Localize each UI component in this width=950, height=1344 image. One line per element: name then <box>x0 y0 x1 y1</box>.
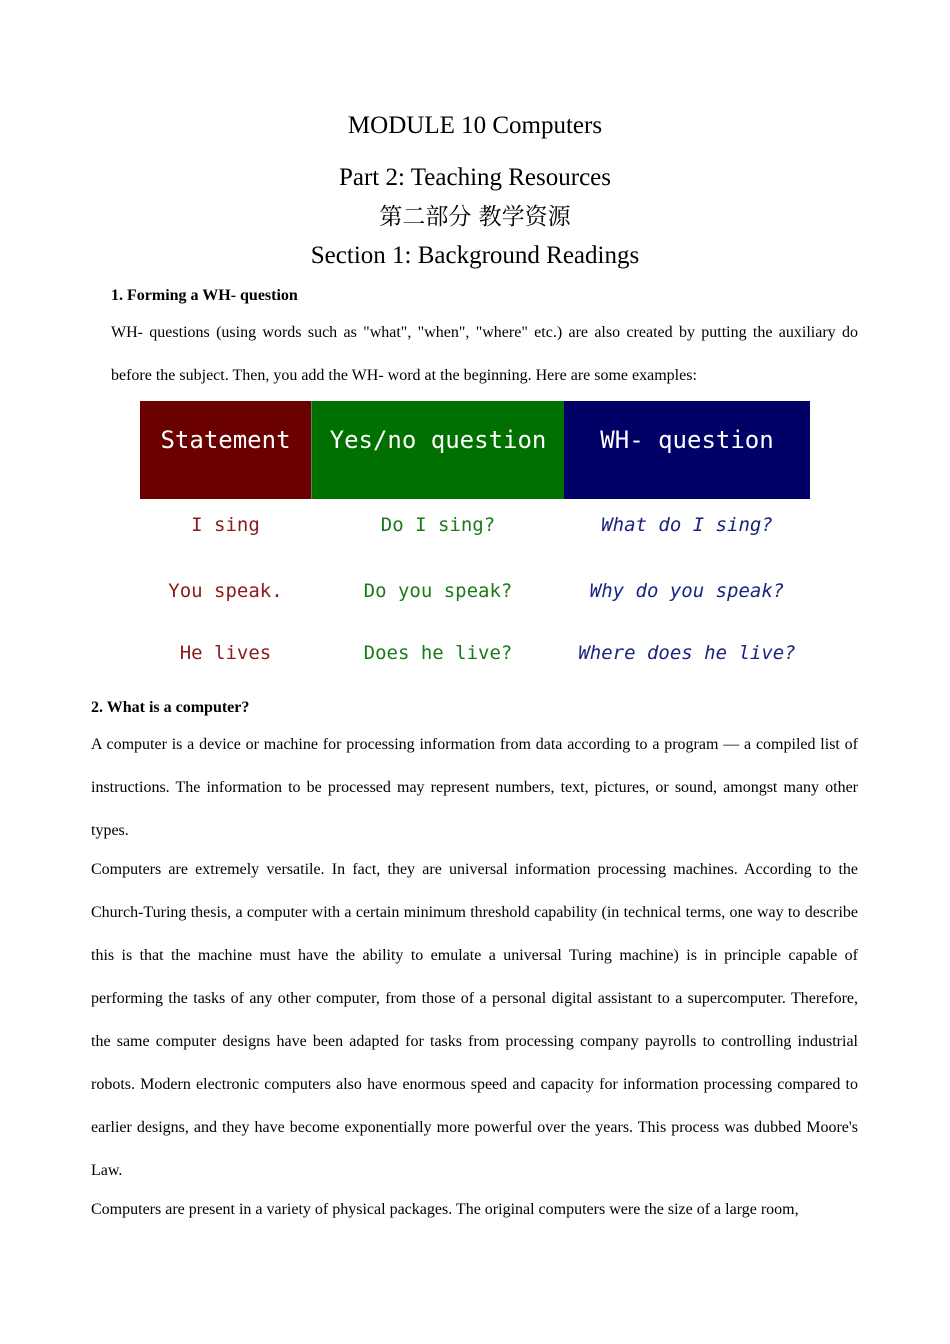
part-title: Part 2: Teaching Resources <box>338 164 612 191</box>
wh-question-table <box>140 401 810 664</box>
header-yes-no-question: Yes/no question <box>311 401 564 499</box>
cell-statement: You speak. <box>168 580 283 602</box>
subsection-heading-wh: 1. Forming a WH- question <box>111 287 298 304</box>
paragraph-computer-packages: Computers are present in a variety of physical packages. The original computers were the size of a large room, <box>91 1201 799 1218</box>
cell-statement: He lives <box>179 642 272 664</box>
section-title: Section 1: Background Readings <box>310 242 640 269</box>
cell-yes-no-question: Do you speak? <box>363 580 513 602</box>
subsection-heading-computer: 2. What is a computer? <box>91 699 250 716</box>
paragraph-wh-intro: WH- questions (using words such as "what", "when", "where" etc.) are also created by putting the auxiliary do before the subject. Then, you add the WH- word at the beginning. Here are some examples: <box>111 324 858 384</box>
table-header-row <box>140 401 810 499</box>
cell-wh-question: Why do you speak? <box>589 580 785 602</box>
cell-wh-question: What do I sing? <box>601 514 773 536</box>
header-statement: Statement <box>140 401 311 499</box>
header-wh-question: WH- question <box>564 401 810 499</box>
module-title: MODULE 10 Computers <box>347 112 603 139</box>
cell-statement: I sing <box>191 514 260 536</box>
cell-yes-no-question: Does he live? <box>363 642 513 664</box>
paragraph-computer-definition: A computer is a device or machine for processing information from data according to a program — a compiled list of instructions. The information to be processed may represent numbers, text, pictures, or sound, amongst many other types. <box>91 736 858 839</box>
paragraph-computer-versatility: Computers are extremely versatile. In fact, they are universal information processing machines. According to the Church-Turing thesis, a computer with a certain minimum threshold capability (in technical terms, one way to describe this is that the machine must have the ability to emulate a universal Turing machine) is in principle capable of performing the tasks of any other computer, from those of a personal digital assistant to a supercomputer. Therefore, the same computer designs have been adapted for tasks from processing company payrolls to controlling industrial robots. Modern electronic computers also have enormous speed and capacity for information processing compared to earlier designs, and they have become exponentially more powerful over the years. This process was dubbed Moore's Law. <box>91 861 858 1179</box>
part-title-chinese: 第二部分 教学资源 <box>379 204 571 230</box>
cell-yes-no-question: Do I sing? <box>380 514 496 536</box>
cell-wh-question: Where does he live? <box>578 642 796 664</box>
